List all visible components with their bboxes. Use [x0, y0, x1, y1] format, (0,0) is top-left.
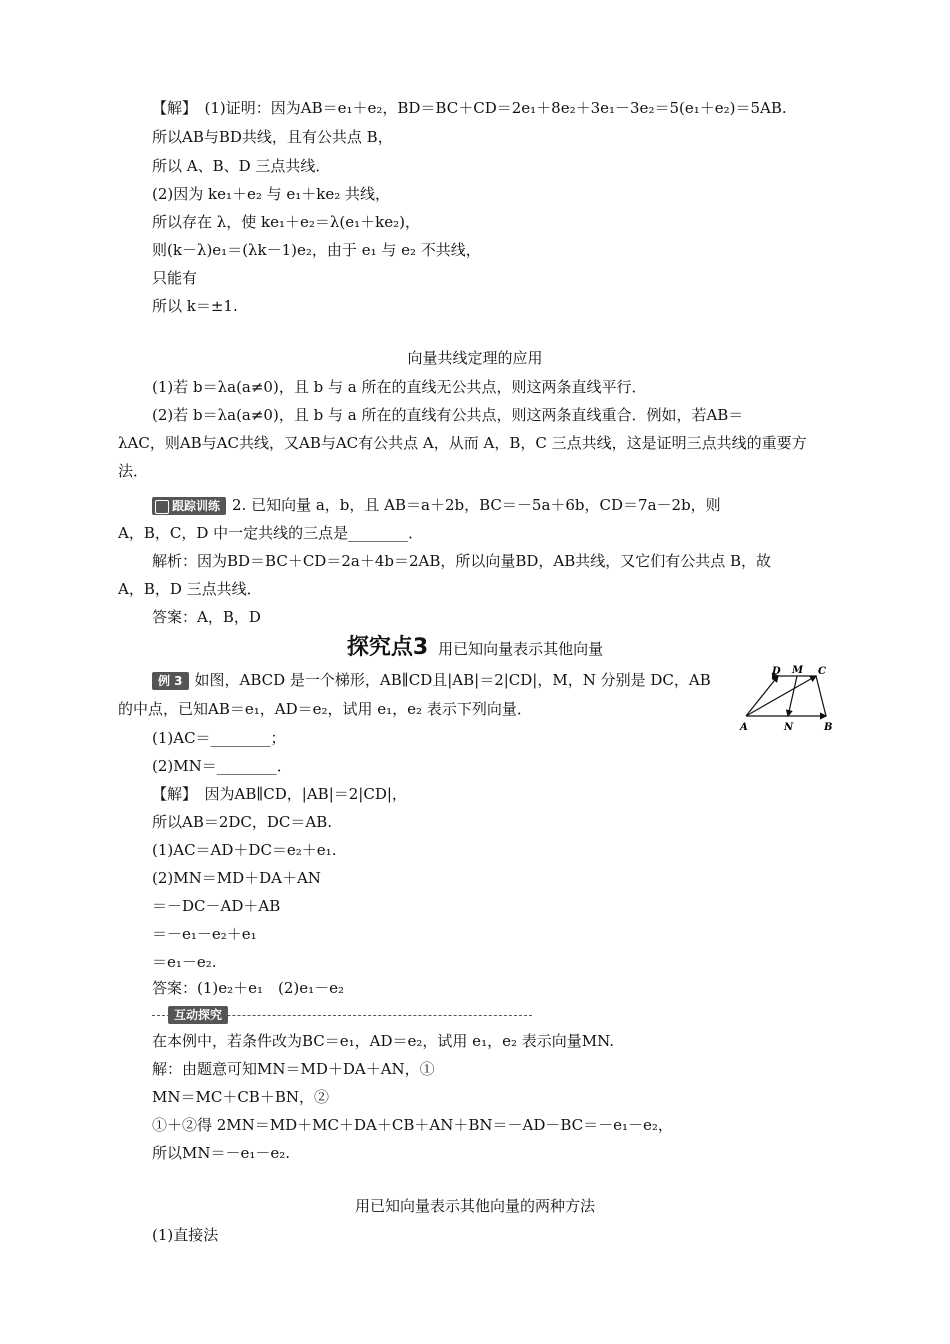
text-line: 解析：因为BD＝BC＋CD＝2a＋4b＝2AB，所以向量BD，AB共线，又它们有公共点 B，故: [152, 552, 772, 570]
label-m: M: [792, 665, 804, 676]
text-line: 则(k－λ)e₁＝(λk－1)e₂，由于 e₁ 与 e₂ 不共线，: [152, 241, 481, 259]
segment-mn: [788, 676, 797, 716]
text-line: 所以MN＝－e₁－e₂.: [152, 1144, 291, 1162]
methods-title: 用已知向量表示其他向量的两种方法: [354, 1197, 595, 1215]
edge-ad: [746, 676, 778, 716]
edge-cb: [816, 676, 826, 716]
text-line: MN＝MC＋CB＋BN，②: [152, 1088, 329, 1106]
text-line: (2)因为 ke₁＋e₂ 与 e₁＋ke₂ 共线，: [152, 185, 391, 203]
example-badge: 例 3: [152, 672, 189, 690]
text-line: A，B，D 三点共线．: [118, 580, 262, 598]
trapezoid-diagram: [736, 664, 836, 736]
text-line: ＝－DC－AD＋AB: [152, 897, 281, 915]
text-line: 所以 A、B、D 三点共线．: [152, 157, 331, 175]
text-line: (2)若 b＝λa(a≠0)，且 b 与 a 所在的直线有公共点，则这两条直线重合．例如，若AB＝: [152, 406, 744, 424]
text-line: A，B，C，D 中一定共线的三点是________．: [118, 524, 424, 542]
example-line: 例 3 如图，ABCD 是一个梯形，AB∥CD且|AB|＝2|CD|，M，N 分别是 DC，AB: [152, 670, 711, 690]
interactive-divider: [152, 1005, 532, 1025]
label-c: C: [818, 666, 826, 677]
solution-line: 【解】 因为AB∥CD，|AB|＝2|CD|，: [152, 785, 407, 803]
text-line: (2)MN＝________．: [152, 757, 292, 775]
practice-line: 跟踪训练 2. 已知向量 a，b，且 AB＝a＋2b，BC＝－5a＋6b，CD＝7a－2b，则: [152, 495, 721, 515]
text-line: 法．: [118, 462, 149, 480]
text-line: ①＋②得 2MN＝MD＋MC＋DA＋CB＋AN＋BN＝－AD－BC＝－e₁－e₂，: [152, 1116, 673, 1134]
label-a: A: [740, 722, 748, 733]
section-subtitle: 用已知向量表示其他向量: [438, 640, 604, 658]
diagonal-ac: [746, 676, 816, 716]
text-line: 所以 k＝±1.: [152, 297, 238, 315]
solution-line: 【解】 (1)证明：因为AB＝e₁＋e₂，BD＝BC＋CD＝2e₁＋8e₂＋3e₁－3e₂＝5(e₁＋e₂)＝5AB.: [152, 99, 787, 117]
text-line: 的中点，已知AB＝e₁，AD＝e₂，试用 e₁，e₂ 表示下列向量．: [118, 700, 532, 718]
text-line: 所以存在 λ，使 ke₁＋e₂＝λ(e₁＋ke₂)，: [152, 213, 420, 231]
text-line: (1)AC＝________；: [152, 729, 286, 747]
label-b: B: [824, 722, 833, 733]
label-n: N: [784, 722, 794, 733]
label-d: D: [772, 666, 781, 677]
section-title: 探究点3: [346, 635, 429, 660]
text-line: 所以AB＝2DC，DC＝AB.: [152, 813, 333, 831]
text-line: 所以AB与BD共线，且有公共点 B，: [152, 128, 393, 146]
answer-line: 答案：(1)e₂＋e₁ (2)e₁－e₂: [152, 979, 345, 997]
text-line: λAC，则AB与AC共线，又AB与AC有公共点 A，从而 A，B，C 三点共线，这是证明三点共线的重要方: [118, 434, 807, 452]
text-line: 只能有: [152, 269, 198, 287]
interactive-badge: 互动探究: [168, 1006, 228, 1024]
text-line: (1)若 b＝λa(a≠0)，且 b 与 a 所在的直线无公共点，则这两条直线平行．: [152, 378, 647, 396]
section-heading: [0, 633, 950, 663]
text-line: (2)MN＝MD＋DA＋AN: [152, 869, 321, 887]
text-line: ＝－e₁－e₂＋e₁: [152, 925, 257, 943]
summary-title: 向量共线定理的应用: [407, 349, 543, 367]
book-icon: [155, 500, 169, 514]
text-line: 在本例中，若条件改为BC＝e₁，AD＝e₂，试用 e₁，e₂ 表示向量MN.: [152, 1032, 615, 1050]
answer-line: 答案：A，B，D: [152, 608, 261, 626]
text-line: (1)直接法: [152, 1226, 219, 1244]
trapezoid-figure: [736, 664, 836, 736]
text-line: ＝e₁－e₂.: [152, 953, 217, 971]
text-line: 解：由题意可知MN＝MD＋DA＋AN，①: [152, 1060, 435, 1078]
text-line: (1)AC＝AD＋DC＝e₂＋e₁.: [152, 841, 337, 859]
track-training-badge: 跟踪训练: [152, 497, 226, 515]
